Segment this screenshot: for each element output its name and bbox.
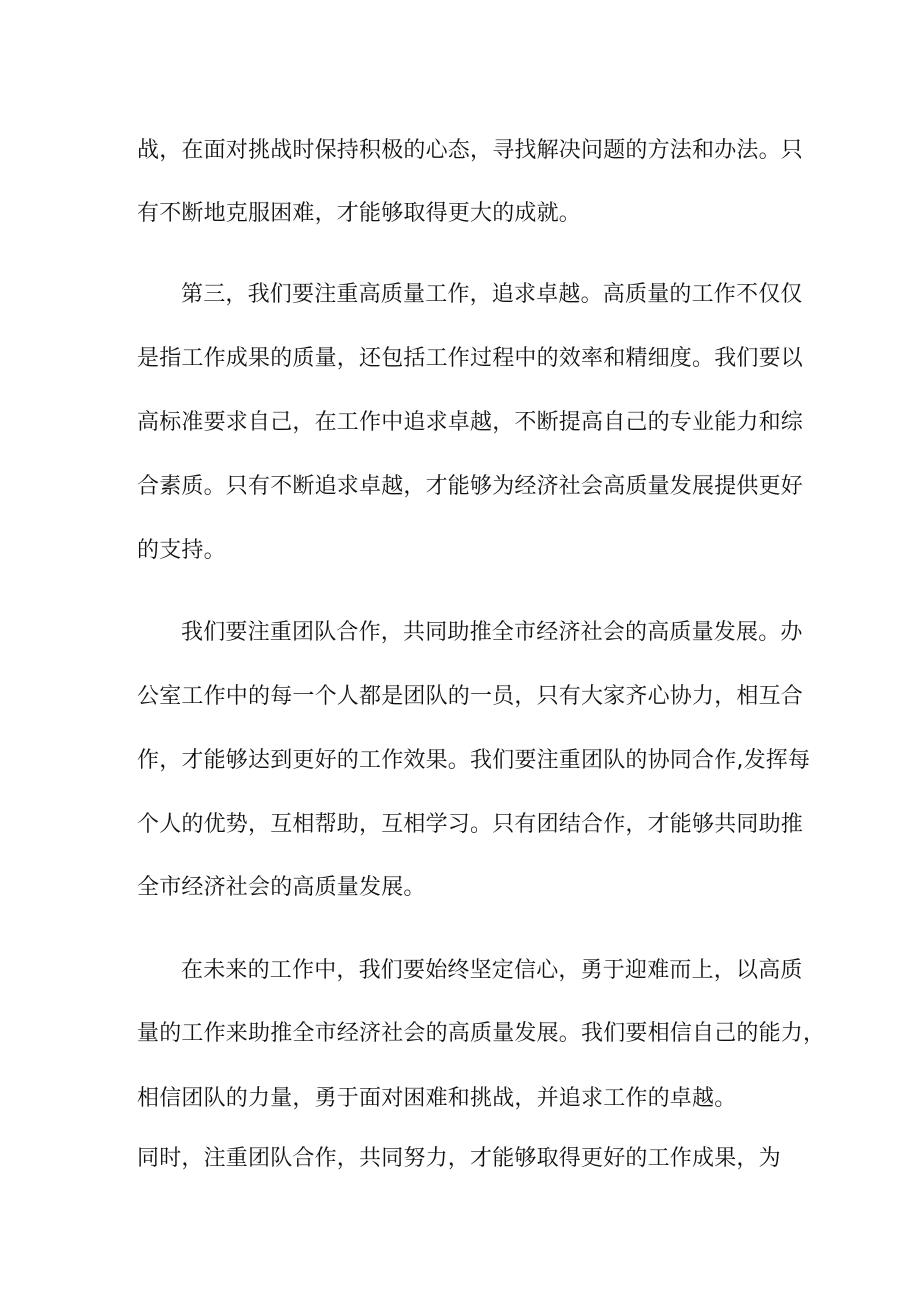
text-line: 战，在面对挑战时保持积极的心态，寻找解决问题的方法和办法。只 <box>137 138 804 163</box>
text-line: 作，才能够达到更好的工作效果。我们要注重团队的协同合作,发挥每 <box>137 748 811 773</box>
text-line: 相信团队的力量，勇于面对困难和挑战，并追求工作的卓越。 <box>137 1086 737 1111</box>
text-line: 个人的优势，互相帮助，互相学习。只有团结合作，才能够共同助推 <box>137 812 804 837</box>
paragraph-first-line: 第三，我们要注重高质量工作，追求卓越。高质量的工作不仅仅 <box>181 282 803 307</box>
text-line: 全市经济社会的高质量发展。 <box>137 875 426 900</box>
text-line: 公室工作中的每一个人都是团队的一员，只有大家齐心协力，相互合 <box>137 684 804 709</box>
text-line: 有不断地克服困难，才能够取得更大的成就。 <box>137 201 582 226</box>
text-line: 合素质。只有不断追求卓越，才能够为经济社会高质量发展提供更好 <box>137 474 804 499</box>
text-line: 高标准要求自己，在工作中追求卓越，不断提高自己的专业能力和综 <box>137 410 804 435</box>
text-line: 同时，注重团队合作，共同努力，才能够取得更好的工作成果，为 <box>137 1146 781 1171</box>
text-line: 量的工作来助推全市经济社会的高质量发展。我们要相信自己的能力， <box>137 1021 826 1046</box>
text-line: 的支持。 <box>137 538 226 563</box>
paragraph-first-line: 在未来的工作中，我们要始终坚定信心，勇于迎难而上，以高质 <box>181 958 803 983</box>
paragraph-first-line: 我们要注重团队合作，共同助推全市经济社会的高质量发展。办 <box>181 620 803 645</box>
text-line: 是指工作成果的质量，还包括工作过程中的效率和精细度。我们要以 <box>137 346 804 371</box>
